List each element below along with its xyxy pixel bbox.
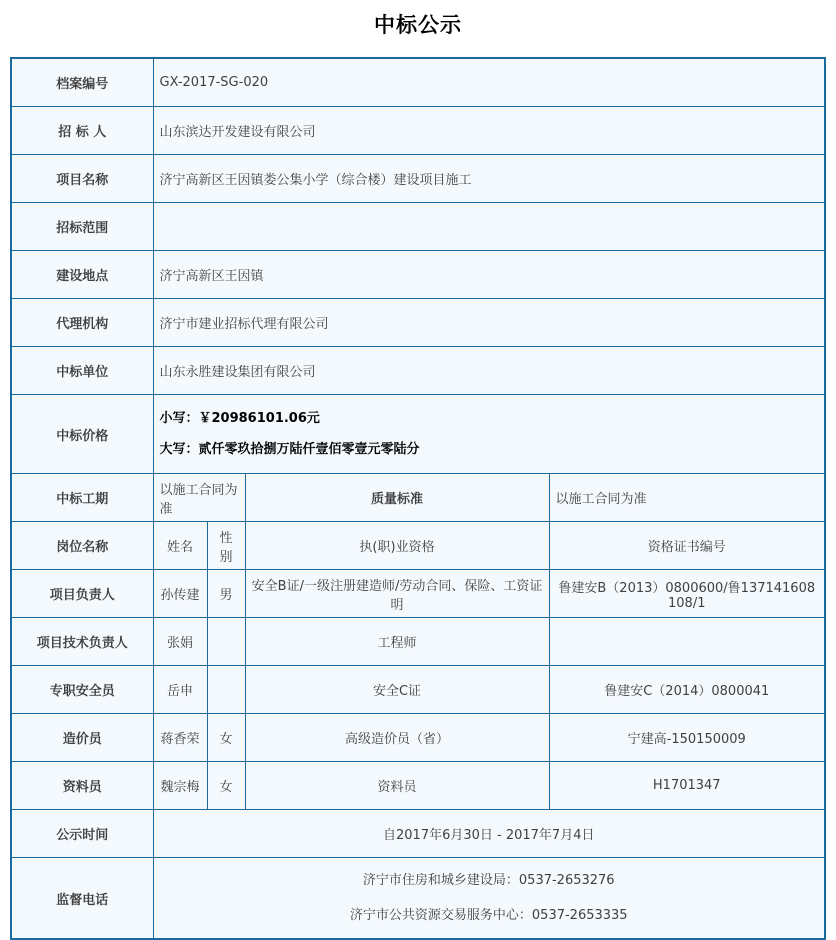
location-value: 济宁高新区王因镇 — [153, 251, 825, 299]
personnel-row-cost-estimator — [11, 714, 825, 762]
announcement-table — [10, 57, 826, 940]
project-name-label: 项目名称 — [11, 155, 153, 203]
personnel-qualification: 安全C证 — [245, 666, 549, 714]
price-in-words: 大写：贰仟零玖拾捌万陆仟壹佰零壹元零陆分 — [159, 442, 420, 457]
personnel-name: 岳申 — [153, 666, 207, 714]
row-agency — [11, 299, 825, 347]
personnel-gender — [207, 618, 245, 666]
personnel-cert-no — [549, 618, 825, 666]
personnel-gender: 男 — [207, 570, 245, 618]
personnel-gender — [207, 666, 245, 714]
personnel-row-safety-officer — [11, 666, 825, 714]
cert-no-header: 资格证书编号 — [549, 522, 825, 570]
quality-standard-label: 质量标准 — [245, 474, 549, 522]
personnel-name: 魏宗梅 — [153, 762, 207, 810]
agency-value: 济宁市建业招标代理有限公司 — [153, 299, 825, 347]
phone-construction-bureau: 济宁市住房和城乡建设局：0537-2653276 — [362, 873, 615, 888]
row-price — [11, 395, 825, 474]
personnel-cert-no: 鲁建安C（2014）0800041 — [549, 666, 825, 714]
publicity-period-value: 自2017年6月30日 - 2017年7月4日 — [153, 810, 825, 858]
announcement-page — [0, 9, 836, 940]
tenderee-value: 山东滨达开发建设有限公司 — [153, 107, 825, 155]
personnel-qualification: 高级造价员（省） — [245, 714, 549, 762]
personnel-qualification: 资料员 — [245, 762, 549, 810]
personnel-cert-no: H1701347 — [549, 762, 825, 810]
row-winner — [11, 347, 825, 395]
personnel-qualification: 安全B证/一级注册建造师/劳动合同、保险、工资证明 — [245, 570, 549, 618]
personnel-qualification: 工程师 — [245, 618, 549, 666]
winner-label: 中标单位 — [11, 347, 153, 395]
row-duration — [11, 474, 825, 522]
personnel-row-document-clerk — [11, 762, 825, 810]
supervision-phone-value — [153, 858, 825, 940]
agency-label: 代理机构 — [11, 299, 153, 347]
personnel-position: 资料员 — [11, 762, 153, 810]
row-tender-scope — [11, 203, 825, 251]
archive-no-value: GX-2017-SG-020 — [153, 58, 825, 107]
tender-scope-label: 招标范围 — [11, 203, 153, 251]
tender-scope-value — [153, 203, 825, 251]
duration-label: 中标工期 — [11, 474, 153, 522]
personnel-gender: 女 — [207, 762, 245, 810]
name-header: 姓名 — [153, 522, 207, 570]
row-archive-no — [11, 58, 825, 107]
position-header: 岗位名称 — [11, 522, 153, 570]
personnel-name: 张娟 — [153, 618, 207, 666]
personnel-cert-no: 宁建高-150150009 — [549, 714, 825, 762]
quality-standard-value: 以施工合同为准 — [549, 474, 825, 522]
price-label: 中标价格 — [11, 395, 153, 474]
project-name-value: 济宁高新区王因镇娄公集小学（综合楼）建设项目施工 — [153, 155, 825, 203]
personnel-cert-no: 鲁建安B（2013）0800600/鲁137141608108/1 — [549, 570, 825, 618]
row-personnel-header — [11, 522, 825, 570]
personnel-row-project-manager — [11, 570, 825, 618]
price-numeric: 小写：￥20986101.06元 — [159, 411, 320, 426]
personnel-position: 项目技术负责人 — [11, 618, 153, 666]
location-label: 建设地点 — [11, 251, 153, 299]
row-publicity-period — [11, 810, 825, 858]
personnel-row-technical-lead — [11, 618, 825, 666]
archive-no-label: 档案编号 — [11, 58, 153, 107]
personnel-position: 项目负责人 — [11, 570, 153, 618]
phone-trading-center: 济宁市公共资源交易服务中心：0537-2653335 — [349, 908, 628, 923]
personnel-gender: 女 — [207, 714, 245, 762]
qualification-header: 执(职)业资格 — [245, 522, 549, 570]
price-value — [153, 395, 825, 474]
tenderee-label: 招 标 人 — [11, 107, 153, 155]
supervision-phone-label: 监督电话 — [11, 858, 153, 940]
publicity-period-label: 公示时间 — [11, 810, 153, 858]
winner-value: 山东永胜建设集团有限公司 — [153, 347, 825, 395]
gender-header: 性别 — [207, 522, 245, 570]
row-supervision-phone — [11, 858, 825, 940]
duration-value: 以施工合同为准 — [153, 474, 245, 522]
personnel-position: 造价员 — [11, 714, 153, 762]
row-location — [11, 251, 825, 299]
personnel-name: 蒋香荣 — [153, 714, 207, 762]
row-tenderee — [11, 107, 825, 155]
personnel-position: 专职安全员 — [11, 666, 153, 714]
personnel-name: 孙传建 — [153, 570, 207, 618]
page-title: 中标公示 — [374, 13, 462, 37]
row-project-name — [11, 155, 825, 203]
